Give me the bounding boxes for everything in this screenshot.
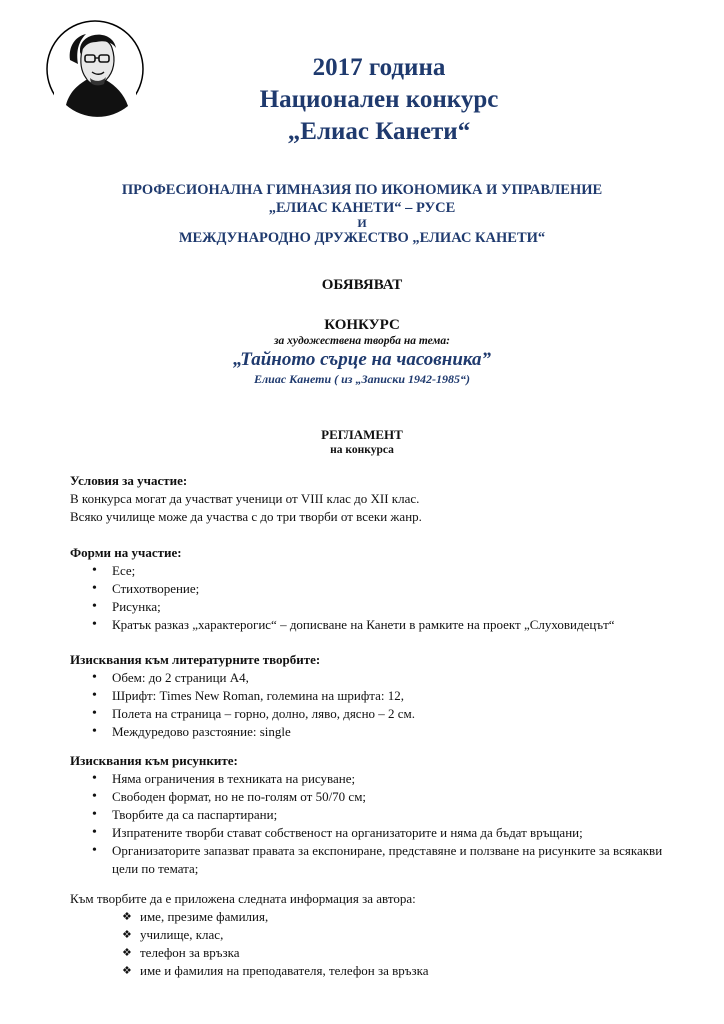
organizer-society: МЕЖДУНАРОДНО ДРУЖЕСТВО „ЕЛИАС КАНЕТИ“ bbox=[178, 230, 546, 246]
list-item: • Есе; bbox=[88, 562, 690, 580]
regulation-block bbox=[0, 426, 724, 457]
list-item: • Кратък разказ „характерогис“ – дописване на Канети в рамките на проект „Слуховидецът“ bbox=[88, 616, 690, 634]
author-info-section bbox=[70, 890, 690, 980]
list-item: • Стихотворение; bbox=[88, 580, 690, 598]
list-item: • Организаторите запазват правата за експониране, представяне и ползване на рисунките за всякакви цели по темата; bbox=[88, 842, 690, 878]
contest-theme: „Тайното сърце на часовника” bbox=[232, 349, 492, 370]
regulation-title: РЕГЛАМЕНТ bbox=[321, 427, 403, 442]
list-item: • Шрифт: Times New Roman, големина на шрифта: 12, bbox=[88, 687, 690, 705]
forms-list bbox=[70, 562, 690, 634]
contest-block bbox=[0, 316, 724, 387]
contest-source: Елиас Канети ( из „Записки 1942-1985“) bbox=[253, 372, 471, 386]
forms-section bbox=[70, 544, 690, 634]
author-info-intro: Към творбите да е приложена следната информация за автора: bbox=[70, 891, 416, 906]
list-item: • Творбите да са паспартирани; bbox=[88, 806, 690, 824]
organizers-block bbox=[0, 181, 724, 247]
drawings-list bbox=[70, 770, 690, 878]
author-info-list bbox=[70, 908, 690, 980]
conditions-section bbox=[70, 472, 690, 526]
list-item: • Няма ограничения в техниката на рисуване; bbox=[88, 770, 690, 788]
document-header bbox=[0, 52, 724, 148]
drawings-heading: Изисквания към рисунките: bbox=[70, 753, 238, 768]
drawings-section bbox=[70, 752, 690, 878]
header-contest-patron: „Елиас Канети“ bbox=[287, 118, 471, 145]
organizer-conjunction: И bbox=[357, 216, 367, 230]
header-contest-name: Национален конкурс bbox=[259, 86, 499, 113]
literary-section bbox=[70, 651, 690, 741]
list-item: • Свободен формат, но не по-голям от 50/70 см; bbox=[88, 788, 690, 806]
organizer-school: ПРОФЕСИОНАЛНА ГИМНАЗИЯ ПО ИКОНОМИКА И УПРАВЛЕНИЕ bbox=[121, 182, 603, 198]
header-year: 2017 година bbox=[312, 54, 446, 81]
literary-heading: Изисквания към литературните творбите: bbox=[70, 652, 321, 667]
list-item: • Полета на страница – горно, долно, ляво, дясно – 2 см. bbox=[88, 705, 690, 723]
list-item: ❖ телефон за връзка bbox=[122, 944, 690, 962]
literary-list bbox=[70, 669, 690, 741]
forms-heading: Форми на участие: bbox=[70, 545, 182, 560]
list-item: ❖ училище, клас, bbox=[122, 926, 690, 944]
list-item: • Рисунка; bbox=[88, 598, 690, 616]
list-item: ❖ име и фамилия на преподавателя, телефон за връзка bbox=[122, 962, 690, 980]
organizer-school-city: „ЕЛИАС КАНЕТИ“ – РУСЕ bbox=[268, 200, 456, 216]
list-item: • Междуредово разстояние: single bbox=[88, 723, 690, 741]
regulation-subtitle: на конкурса bbox=[330, 444, 394, 456]
contest-title: КОНКУРС bbox=[324, 317, 400, 333]
conditions-heading: Условия за участие: bbox=[70, 473, 188, 488]
list-item: ❖ име, презиме фамилия, bbox=[122, 908, 690, 926]
conditions-line: В конкурса могат да участват ученици от VIII клас до XII клас. bbox=[70, 491, 420, 506]
list-item: • Изпратените творби стават собственост на организаторите и няма да бъдат връщани; bbox=[88, 824, 690, 842]
announce-heading: ОБЯВЯВАТ bbox=[321, 277, 403, 293]
list-item: • Обем: до 2 страници А4, bbox=[88, 669, 690, 687]
conditions-line: Всяко училище може да участва с до три творби от всеки жанр. bbox=[70, 509, 422, 524]
contest-subtitle: за художествена творба на тема: bbox=[274, 335, 450, 347]
